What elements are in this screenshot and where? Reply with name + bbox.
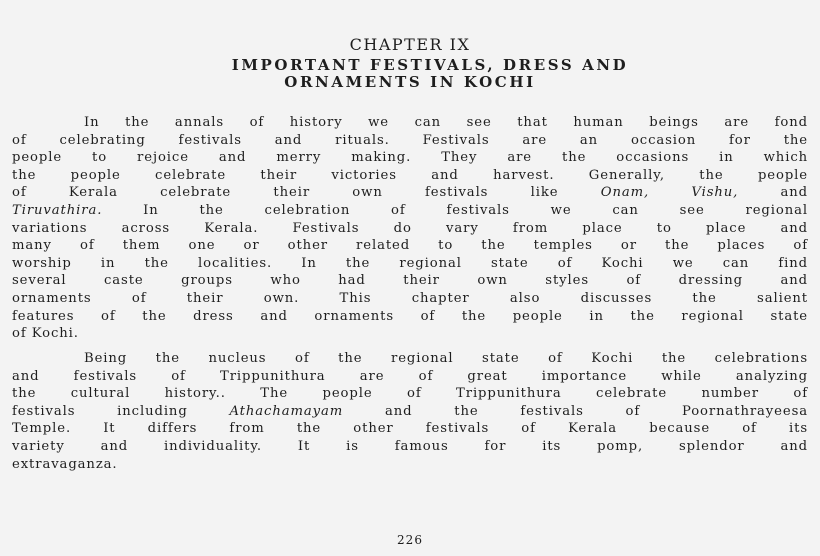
paragraph-text: and	[780, 185, 809, 201]
paragraph-line: worship in the localities. In the regional state of Kochi we can find	[12, 255, 808, 271]
paragraph-line	[12, 184, 808, 202]
paragraph-line: of Kochi.	[12, 326, 79, 342]
festival-name-tiruvathira: Tiruvathira.	[12, 202, 103, 218]
paragraph-line: Being the nucleus of the regional state of Kochi the celebrations	[84, 351, 808, 366]
chapter-title-line-1: IMPORTANT FESTIVALS, DRESS AND	[231, 56, 629, 74]
paragraph-line: people to rejoice and merry making. They are the occasions in which	[12, 150, 808, 166]
paragraph-line: In the annals of history we can see that human beings are fond	[84, 115, 808, 130]
paragraph-text: In the celebration of festivals we can see regional	[143, 202, 809, 218]
paragraph-line: variety and individuality. It is famous for its pomp, splendor and	[12, 438, 808, 454]
paragraph-line: the cultural history.. The people of Trippunithura celebrate number of	[12, 386, 808, 402]
chapter-title-line-2: ORNAMENTS IN KOCHI	[284, 73, 536, 91]
paragraph-line: the people celebrate their victories and harvest. Generally, the people	[12, 167, 808, 183]
paragraph-line: several caste groups who had their own styles of dressing and	[12, 273, 808, 289]
paragraph-1	[12, 114, 808, 343]
festival-names-onam-vishu: Onam, Vishu,	[600, 185, 739, 201]
paragraph-line: variations across Kerala. Festivals do vary from place to place and	[12, 220, 808, 236]
paragraph-line: extravaganza.	[12, 456, 118, 472]
page-number: 226	[397, 533, 423, 547]
paragraph-text: festivals including	[12, 403, 188, 419]
paragraph-line	[12, 202, 808, 220]
paragraph-line: features of the dress and ornaments of the people in the regional state	[12, 308, 808, 324]
paragraph-line: Temple. It differs from the other festivals of Kerala because of its	[12, 421, 808, 437]
festival-name-athachamayam: Athachamayam	[229, 403, 344, 419]
paragraph-line: many of them one or other related to the temples or the places of	[12, 238, 808, 254]
chapter-label-text: CHAPTER IX	[349, 35, 471, 54]
paragraph-line: of celebrating festivals and rituals. Festivals are an occasion for the	[12, 132, 808, 148]
paragraph-text: of Kerala celebrate their own festivals like	[12, 185, 559, 201]
paragraph-line	[12, 403, 808, 421]
paragraph-line: ornaments of their own. This chapter also discusses the salient	[12, 290, 808, 306]
paragraph-2	[12, 350, 808, 473]
chapter-label	[0, 36, 820, 54]
paragraph-line: and festivals of Trippunithura are of great importance while analyzing	[12, 368, 808, 384]
paragraph-text: and the festivals of Poornathrayeesa	[384, 403, 808, 419]
